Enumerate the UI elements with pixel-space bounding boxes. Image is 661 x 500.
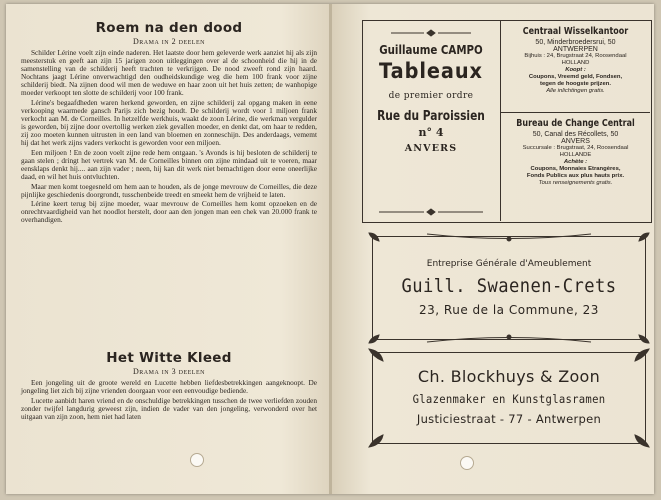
paragraph: Schilder Lérine voelt zijn einde naderen. Het laatste door hem geleverde werk aanziet hij als zijn meesterstuk en geeft aan zijn 15 jarigen zoon uitleggingen over al de schoonheid die hij in de samenstelling van de schilderij heeft trachten te verkrijgen. De nood zweeft rond zijn haard. Nochtans jaagt Lérine onverwachtigd den oudheidskundige weg die hem 100 frank voor zijne schilderij biedt. Na zijnen dood wil men de weduwe en haar zoon uit het huis zetten; de wanhopige moeder verkoopt ten slotte de schilderij voor 100 frank. xyxy=(21,48,317,98)
campo-city: ANVERS xyxy=(404,143,458,154)
campo-line1: de premier ordre xyxy=(388,91,474,101)
story-het-witte-kleed xyxy=(21,350,317,422)
right-page xyxy=(332,4,654,494)
story-subtitle: Drama in 2 deelen xyxy=(133,37,205,46)
bureau-branch: Succursale : Brugstraat, 24, Roosendaal xyxy=(522,145,629,151)
campo-street: Rue du Paroissien xyxy=(377,109,485,124)
swaenen-advert xyxy=(372,236,646,340)
wisselkantoor-city: ANTWERPEN xyxy=(553,46,598,53)
campo-number: n° 4 xyxy=(418,126,444,139)
left-page xyxy=(6,4,330,494)
swaenen-name: Guill. Swaenen-Crets xyxy=(401,275,617,297)
wisselkantoor-advert xyxy=(501,26,650,95)
story-roem-na-den-dood xyxy=(21,20,317,226)
punch-hole xyxy=(190,453,204,467)
punch-hole xyxy=(460,456,474,470)
bureau-country: HOLLANDE xyxy=(559,152,592,158)
bureau-achete-label: Achète : xyxy=(563,159,588,165)
paragraph: Lucette aanbidt haren vriend en de onschuldige betrekkingen tusschen de twee verliefden zouden zonder twijfel langdurig geweest zijn, indien de vader van den jongeling, verwonderd over het uitgaan van zijn zoon, hem niet had laten xyxy=(21,395,317,421)
story-title: Roem na den dood xyxy=(95,20,243,36)
paragraph: Een miljoen ! En de zoon voelt zijne rede hem ontgaan. 's Avonds is hij besloten de schilderij te gaan stelen ; dringt het vertrek van M. de Corneilles binnen om zijne mindaad uit te voeren, maar eensklaps denkt hij.... aan zijn vader ; neen, hij kan dit werk niet bemachtigen door eene oneerlijke daad, en wil het huis ontvluchten. xyxy=(21,147,317,181)
paragraph: Een jongeling uit de groote wereld en Lucette hebben liefdesbetrekkingen aangeknoopt. De jongeling liet zich bij zijne vrienden doorgaan voor een eenvoudige bediende. xyxy=(21,378,317,396)
blockhuys-address: Justiciestraat - 77 - Antwerpen xyxy=(416,412,602,426)
booklet-spread xyxy=(6,4,654,494)
bureau-achete-text: Coupons, Monnaies Etrangères, xyxy=(530,166,621,172)
blockhuys-trade: Glazenmaker en Kunstglasramen xyxy=(412,392,606,406)
horizontal-divider xyxy=(500,112,650,113)
wisselkantoor-koopt-text: Coupons, Vreemd geld, Fondsen, xyxy=(528,74,623,80)
wisselkantoor-country: HOLLAND xyxy=(561,60,590,66)
bureau-note: Tous renseignements gratis. xyxy=(538,180,613,186)
campo-name: Guillaume CAMPO xyxy=(379,42,483,57)
bureau-city: ANVERS xyxy=(561,138,590,145)
campo-advert xyxy=(362,20,500,221)
paragraph: Maar men komt toegesneld om hem aan te houden, als de jonge mevrouw de Corneilles, die deze pijnlijke geschiedenis doorgrondt, tusschenbeide treedt en smeekt hem de vrijheid te laten. xyxy=(21,181,317,199)
wisselkantoor-branch: Bijhuis : 24, Brugstraat 24, Roosendaal xyxy=(524,53,627,59)
wisselkantoor-title: Centraal Wisselkantoor xyxy=(522,26,629,37)
story-subtitle: Drama in 3 deelen xyxy=(133,367,205,376)
wisselkantoor-koopt-label: Koopt : xyxy=(565,67,586,73)
blockhuys-advert xyxy=(372,352,646,444)
blockhuys-name: Ch. Blockhuys & Zoon xyxy=(417,367,601,386)
paragraph: Lérine keert terug bij zijne moeder, waar mevrouw de Corneilles hem komt opzoeken en de onrechtvaardigheid van het noodlot herstelt, door aan den jongen man een chek van 20.000 frank te overhandigen. xyxy=(21,199,317,225)
story-title: Het Witte Kleed xyxy=(106,350,232,366)
wisselkantoor-address: 50, Minderbroedersrui, 50 xyxy=(535,39,616,46)
wisselkantoor-koopt-text: tegen de hoogste prijzen. xyxy=(539,81,612,87)
bureau-advert xyxy=(501,118,650,187)
bureau-title: Bureau de Change Central xyxy=(516,118,635,129)
swaenen-address: 23, Rue de la Commune, 23 xyxy=(419,303,599,317)
ornament-icon xyxy=(376,208,486,216)
campo-headline: Tableaux xyxy=(379,59,483,83)
swaenen-line1: Entreprise Générale d'Ameublement xyxy=(426,259,592,269)
ornament-icon xyxy=(386,29,476,37)
paragraph: Lérine's begaafdheden waren herkend geworden, en zijne schilderij zal opgang maken in eene verkooping waarmede gansch Parijs zich bezig houdt. De schilderij wordt voor 1 miljoen frank verkocht aan M. de Corneilles. In hetzelfde werkhuis, waakt de zoon Lérine, die werkman vergulder is geworden, bij zijne door overtollig werken ziek gevallen moeder, en denkt dat, om haar te redden, zij zoo moeten kunnen uitrusten in een land van bloemen en zonneschijn. Des anderdaags, vememt hij dat het werk zijns vaders verkocht is geworden voor een miljoen. xyxy=(21,97,317,148)
wisselkantoor-note: Alle inlichtingen gratis. xyxy=(546,88,605,94)
bureau-achete-text: Fonds Publics aux plus hauts prix. xyxy=(526,173,625,179)
bureau-address: 50, Canal des Récollets, 50 xyxy=(532,131,619,138)
